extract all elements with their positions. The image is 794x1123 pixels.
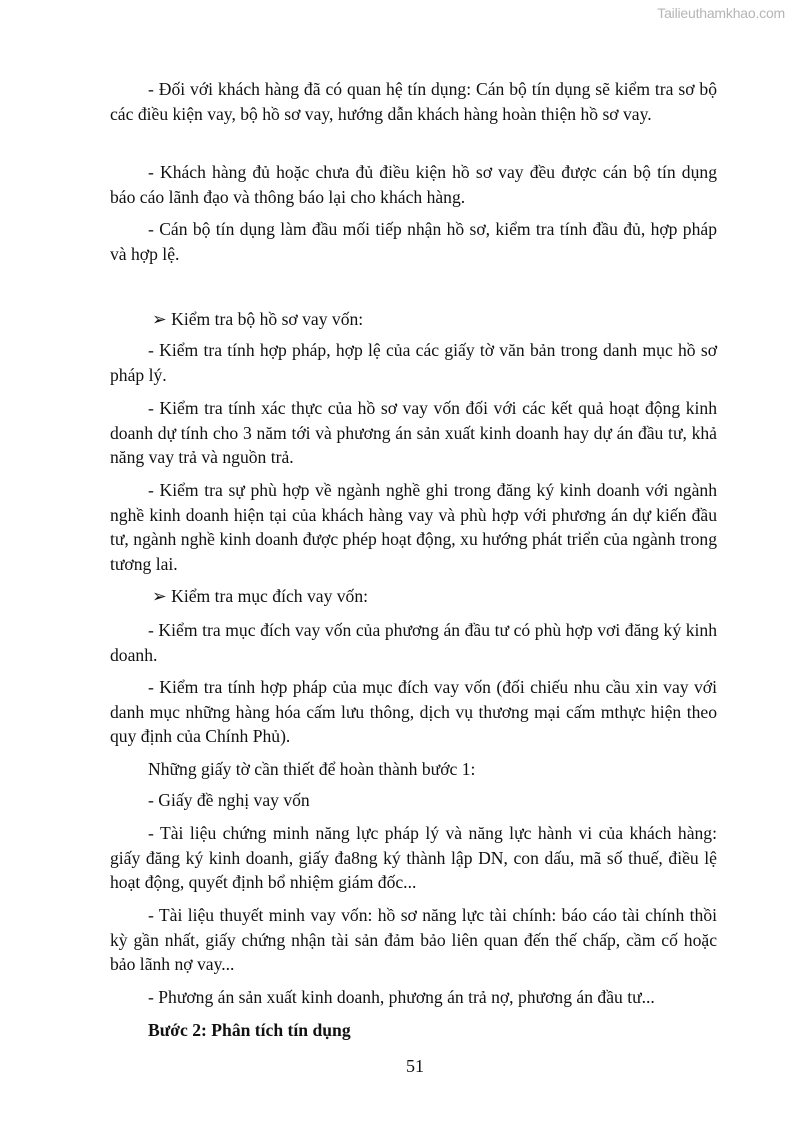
paragraph-existing-customer: - Đối với khách hàng đã có quan hệ tín dụng: Cán bộ tín dụng sẽ kiểm tra sơ bộ các điều kiện vay, bộ hồ sơ vay, hướng dẫn khách hàng hoàn thiện hồ sơ vay. bbox=[110, 79, 717, 124]
heading-check-dossier: ➢ Kiểm tra bộ hồ sơ vay vốn: bbox=[152, 309, 364, 329]
paragraph-purpose-fit: - Kiểm tra mục đích vay vốn của phương án đầu tư có phù hợp vơi đăng ký kinh doanh. bbox=[110, 620, 717, 665]
paragraph-required-documents: Những giấy tờ cần thiết để hoàn thành bước 1: bbox=[148, 759, 476, 779]
heading-check-purpose: ➢ Kiểm tra mục đích vay vốn: bbox=[152, 586, 369, 606]
list-item-legal-capacity: - Tài liệu chứng minh năng lực pháp lý và năng lực hành vi của khách hàng: giấy đăng ký kinh doanh, giấy đa8ng ký thành lập DN, con dấu, mã số thuế, điều lệ hoạt động, quyết định bổ nhiệm giám đốc... bbox=[110, 823, 717, 892]
page-number: 51 bbox=[406, 1056, 424, 1076]
list-item-business-plan: - Phương án sản xuất kinh doanh, phương án trả nợ, phương án đầu tư... bbox=[148, 987, 655, 1007]
list-item-loan-request: - Giấy đề nghị vay vốn bbox=[148, 790, 310, 810]
paragraph-purpose-legality: - Kiểm tra tính hợp pháp của mục đích vay vốn (đối chiếu nhu cầu xin vay với danh mục những hàng hóa cấm lưu thông, dịch vụ thương mại cấm mthực hiện theo quy định của Chính Phủ). bbox=[110, 677, 717, 746]
paragraph-check-industry: - Kiểm tra sự phù hợp về ngành nghề ghi trong đăng ký kinh doanh với ngành nghề kinh doanh hiện tại của khách hàng vay và phù hợp với phương án dự kiến đầu tư, ngành nghề kinh doanh được phép hoạt động, xu hướng phát triển của ngành trong tương lai. bbox=[110, 480, 717, 574]
paragraph-check-authenticity: - Kiểm tra tính xác thực của hồ sơ vay vốn đối với các kết quả hoạt động kinh doanh dự tính cho 3 năm tới và phương án sản xuất kinh doanh hay dự án đầu tư, khả năng vay trả và nguồn trả. bbox=[110, 398, 717, 467]
paragraph-report-result: - Khách hàng đủ hoặc chưa đủ điều kiện hồ sơ vay đều được cán bộ tín dụng báo cáo lãnh đạo và thông báo lại cho khách hàng. bbox=[110, 162, 717, 207]
paragraph-check-legality: - Kiểm tra tính hợp pháp, hợp lệ của các giấy tờ văn bản trong danh mục hồ sơ pháp lý. bbox=[110, 340, 717, 385]
list-item-loan-explanation: - Tài liệu thuyết minh vay vốn: hồ sơ năng lực tài chính: báo cáo tài chính thồi kỳ gần nhất, giấy chứng nhận tài sản đảm bảo liên quan đến thế chấp, cầm cố hoặc bảo lãnh nợ vay... bbox=[110, 905, 717, 974]
paragraph-receive-dossier: - Cán bộ tín dụng làm đầu mối tiếp nhận hồ sơ, kiểm tra tính đầu đủ, hợp pháp và hợp lệ. bbox=[110, 219, 717, 264]
section-heading-step-2: Bước 2: Phân tích tín dụng bbox=[148, 1020, 351, 1040]
watermark: Tailieuthamkhao.com bbox=[657, 5, 785, 21]
